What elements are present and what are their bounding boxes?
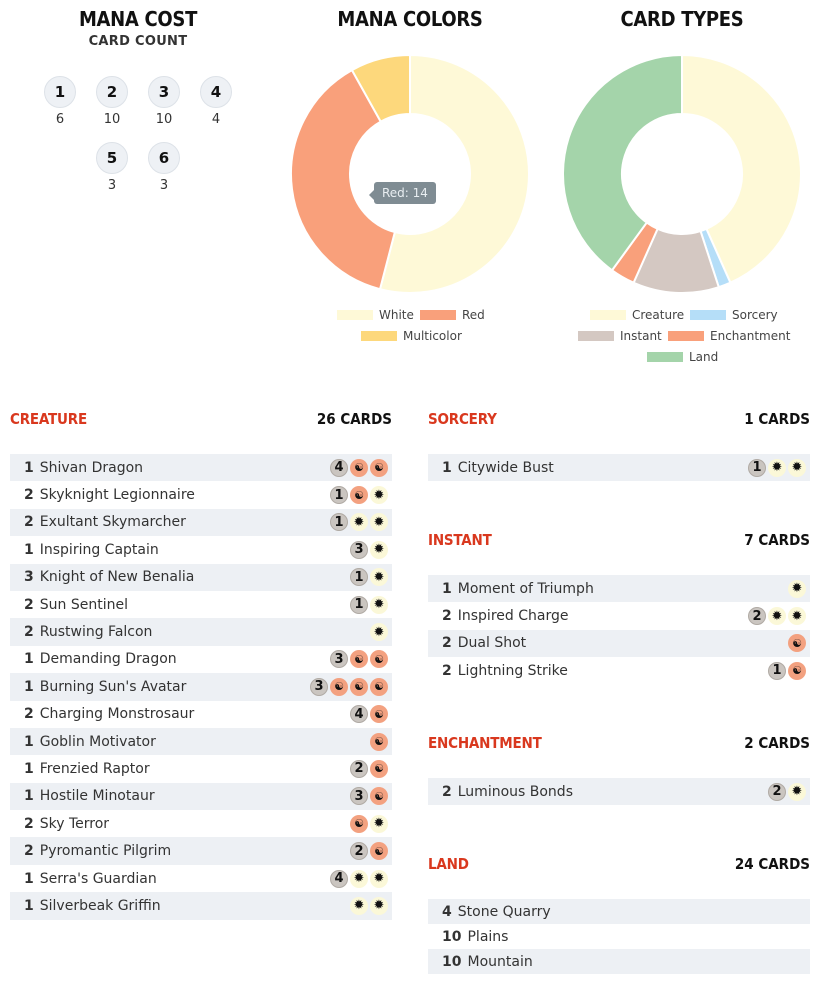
card-name[interactable]: Knight of New Benalia	[39, 569, 195, 586]
legend-item-instant[interactable]	[578, 329, 662, 343]
mana-colors-title: MANA COLORS	[337, 7, 483, 31]
mana-cost	[350, 760, 388, 778]
mana-colors-chart[interactable]	[290, 54, 530, 294]
mana-cost	[350, 815, 388, 833]
white-mana-icon: ✹	[788, 459, 806, 477]
red-mana-icon: ☯	[350, 815, 368, 833]
enchantment-section-header	[428, 734, 810, 752]
legend-item-enchantment[interactable]	[668, 329, 790, 343]
white-mana-icon: ✹	[788, 607, 806, 625]
mana-cost-value: 3	[148, 76, 180, 108]
chart-tooltip: Red: 14	[374, 182, 436, 204]
mana-cost	[370, 623, 388, 641]
white-mana-icon: ✹	[370, 513, 388, 531]
card-row[interactable]	[10, 509, 392, 536]
card-quantity: 1	[24, 788, 34, 805]
mana-cost-count: 3	[107, 178, 117, 193]
mana-cost	[788, 634, 806, 652]
white-mana-icon: ✹	[370, 870, 388, 888]
card-quantity: 10	[442, 953, 462, 970]
legend-label: Land	[689, 350, 719, 364]
card-name[interactable]: Rustwing Falcon	[39, 624, 153, 641]
card-name[interactable]: Exultant Skymarcher	[39, 514, 186, 531]
white-mana-icon: ✹	[370, 815, 388, 833]
card-name[interactable]: Stone Quarry	[457, 903, 551, 920]
card-quantity: 1	[24, 897, 34, 914]
mana-cost	[330, 650, 388, 668]
mana-cost	[330, 870, 388, 888]
section-title: ENCHANTMENT	[428, 734, 542, 752]
card-quantity: 2	[24, 514, 34, 531]
white-mana-icon: ✹	[768, 459, 786, 477]
section-count: 24 CARDS	[734, 855, 810, 873]
card-quantity: 4	[442, 903, 452, 920]
red-mana-icon: ☯	[370, 760, 388, 778]
card-quantity: 1	[24, 651, 34, 668]
card-count-subtitle: CARD COUNT	[88, 34, 188, 49]
legend-item-sorcery[interactable]	[690, 308, 778, 322]
creature-card-list	[10, 454, 392, 920]
red-mana-icon: ☯	[350, 459, 368, 477]
mana-cost-title: MANA COST	[78, 7, 198, 31]
mana-cost	[350, 596, 388, 614]
card-row[interactable]	[10, 591, 392, 618]
legend-item-land[interactable]	[647, 350, 718, 364]
red-mana-icon: ☯	[370, 678, 388, 696]
mana-cost-value: 1	[44, 76, 76, 108]
card-row[interactable]	[428, 575, 810, 602]
legend-label: Instant	[620, 329, 662, 343]
red-mana-icon: ☯	[788, 634, 806, 652]
card-row[interactable]	[428, 778, 810, 805]
mana-cost	[330, 459, 388, 477]
mana-cost-count: 3	[159, 178, 169, 193]
card-name[interactable]: Shivan Dragon	[39, 459, 144, 476]
card-row[interactable]	[10, 728, 392, 755]
card-row[interactable]	[10, 618, 392, 645]
card-row[interactable]	[10, 701, 392, 728]
card-row[interactable]	[10, 673, 392, 700]
mana-cost-value: 5	[96, 142, 128, 174]
card-name[interactable]: Silverbeak Griffin	[39, 897, 161, 914]
card-row[interactable]	[10, 783, 392, 810]
section-title: LAND	[428, 855, 469, 873]
card-quantity: 10	[442, 928, 462, 945]
mana-cost	[350, 705, 388, 723]
card-quantity: 2	[442, 608, 452, 625]
card-quantity: 2	[442, 662, 452, 679]
card-row[interactable]	[10, 646, 392, 673]
section-count: 2 CARDS	[744, 734, 810, 752]
section-count: 26 CARDS	[316, 410, 392, 428]
card-name[interactable]: Serra's Guardian	[39, 870, 157, 887]
section-title: CREATURE	[10, 410, 87, 428]
red-mana-icon: ☯	[350, 486, 368, 504]
generic-mana-icon: 1	[330, 513, 348, 531]
white-mana-icon: ✹	[768, 607, 786, 625]
mana-cost-item-3[interactable]	[146, 76, 182, 127]
card-name[interactable]: Sun Sentinel	[39, 596, 128, 613]
mana-cost	[350, 787, 388, 805]
card-quantity: 2	[24, 624, 34, 641]
red-mana-icon: ☯	[370, 705, 388, 723]
red-mana-icon: ☯	[350, 650, 368, 668]
mana-cost-item-6[interactable]	[146, 142, 182, 193]
mana-cost-count: 10	[103, 112, 121, 127]
card-quantity: 1	[442, 459, 452, 476]
card-name[interactable]: Frenzied Raptor	[39, 760, 150, 777]
instant-card-list	[428, 575, 810, 685]
legend-item-white[interactable]	[337, 308, 414, 322]
white-mana-icon: ✹	[370, 596, 388, 614]
card-quantity: 2	[24, 843, 34, 860]
mana-cost-count: 10	[155, 112, 173, 127]
card-row[interactable]	[428, 657, 810, 684]
card-name[interactable]: Inspired Charge	[457, 608, 569, 625]
card-row[interactable]	[10, 536, 392, 563]
legend-swatch	[578, 331, 614, 341]
mana-cost	[768, 783, 806, 801]
legend-swatch	[590, 310, 626, 320]
card-row[interactable]	[428, 630, 810, 657]
mana-cost-count: 4	[211, 112, 221, 127]
card-name[interactable]: Goblin Motivator	[39, 733, 156, 750]
card-quantity: 1	[24, 541, 34, 558]
card-row[interactable]	[10, 892, 392, 919]
red-mana-icon: ☯	[370, 842, 388, 860]
card-types-chart[interactable]	[562, 54, 802, 294]
legend-label: Sorcery	[732, 308, 778, 322]
mana-cost	[748, 459, 806, 477]
generic-mana-icon: 2	[350, 760, 368, 778]
section-count: 1 CARDS	[744, 410, 810, 428]
mana-cost	[788, 580, 806, 598]
card-name[interactable]: Plains	[467, 928, 509, 945]
mana-cost	[330, 513, 388, 531]
mana-cost	[768, 662, 806, 680]
card-quantity: 2	[24, 596, 34, 613]
legend-swatch	[337, 310, 373, 320]
white-mana-icon: ✹	[788, 580, 806, 598]
legend-item-red[interactable]	[420, 308, 485, 322]
card-quantity: 3	[24, 569, 34, 586]
card-row[interactable]	[10, 481, 392, 508]
legend-label: White	[379, 308, 414, 322]
mana-cost	[748, 607, 806, 625]
white-mana-icon: ✹	[370, 623, 388, 641]
legend-swatch	[361, 331, 397, 341]
mana-cost	[350, 541, 388, 559]
card-quantity: 2	[442, 783, 452, 800]
generic-mana-icon: 2	[768, 783, 786, 801]
generic-mana-icon: 1	[768, 662, 786, 680]
card-quantity: 1	[24, 733, 34, 750]
card-name[interactable]: Demanding Dragon	[39, 651, 177, 668]
enchantment-card-list	[428, 778, 810, 805]
card-quantity: 2	[24, 706, 34, 723]
white-mana-icon: ✹	[350, 897, 368, 915]
mana-cost	[370, 733, 388, 751]
generic-mana-icon: 4	[350, 705, 368, 723]
mana-cost-count: 6	[55, 112, 65, 127]
generic-mana-icon: 1	[350, 568, 368, 586]
mana-cost-value: 6	[148, 142, 180, 174]
white-mana-icon: ✹	[788, 783, 806, 801]
land-section-header	[428, 855, 810, 873]
card-row[interactable]	[428, 602, 810, 629]
red-mana-icon: ☯	[370, 650, 388, 668]
sorcery-card-list	[428, 454, 810, 481]
generic-mana-icon: 1	[748, 459, 766, 477]
card-quantity: 2	[442, 635, 452, 652]
legend-item-multicolor[interactable]	[361, 329, 462, 343]
white-mana-icon: ✹	[350, 513, 368, 531]
generic-mana-icon: 1	[330, 486, 348, 504]
card-quantity: 2	[24, 487, 34, 504]
white-mana-icon: ✹	[370, 486, 388, 504]
card-types-title: CARD TYPES	[620, 7, 744, 31]
section-count: 7 CARDS	[744, 531, 810, 549]
mana-cost-value: 4	[200, 76, 232, 108]
red-mana-icon: ☯	[370, 459, 388, 477]
mana-cost-item-1[interactable]	[42, 76, 78, 127]
white-mana-icon: ✹	[370, 568, 388, 586]
legend-item-creature[interactable]	[590, 308, 684, 322]
mana-cost	[350, 842, 388, 860]
red-mana-icon: ☯	[370, 787, 388, 805]
card-row[interactable]	[10, 755, 392, 782]
legend-swatch	[690, 310, 726, 320]
red-mana-icon: ☯	[350, 678, 368, 696]
section-title: INSTANT	[428, 531, 492, 549]
generic-mana-icon: 2	[350, 842, 368, 860]
card-name[interactable]: Inspiring Captain	[39, 541, 159, 558]
legend-swatch	[420, 310, 456, 320]
legend-label: Creature	[632, 308, 685, 322]
card-row[interactable]	[428, 924, 810, 949]
legend-swatch	[647, 352, 683, 362]
creature-section-header	[10, 410, 392, 428]
generic-mana-icon: 4	[330, 870, 348, 888]
card-types-donut[interactable]	[562, 54, 802, 294]
card-row[interactable]	[10, 454, 392, 481]
card-quantity: 1	[24, 459, 34, 476]
legend-swatch	[668, 331, 704, 341]
card-quantity: 1	[24, 760, 34, 777]
card-name[interactable]: Mountain	[467, 953, 533, 970]
card-name[interactable]: Lightning Strike	[457, 662, 568, 679]
white-mana-icon: ✹	[370, 897, 388, 915]
mana-cost	[350, 568, 388, 586]
card-name[interactable]: Sky Terror	[39, 815, 110, 832]
legend-label: Enchantment	[710, 329, 791, 343]
mana-colors-donut[interactable]	[290, 54, 530, 294]
white-mana-icon: ✹	[350, 870, 368, 888]
card-row[interactable]	[428, 949, 810, 974]
card-name[interactable]: Citywide Bust	[457, 459, 554, 476]
mana-cost-item-5[interactable]	[94, 142, 130, 193]
card-quantity: 1	[24, 870, 34, 887]
generic-mana-icon: 3	[350, 541, 368, 559]
mana-cost-item-4[interactable]	[198, 76, 234, 127]
card-name[interactable]: Charging Monstrosaur	[39, 706, 195, 723]
card-name[interactable]: Hostile Minotaur	[39, 788, 155, 805]
legend-label: Multicolor	[403, 329, 462, 343]
card-row[interactable]	[428, 899, 810, 924]
legend-label: Red	[462, 308, 485, 322]
card-quantity: 1	[24, 678, 34, 695]
generic-mana-icon: 2	[748, 607, 766, 625]
card-row[interactable]	[428, 454, 810, 481]
section-title: SORCERY	[428, 410, 497, 428]
land-card-list	[428, 899, 810, 974]
sorcery-section-header	[428, 410, 810, 428]
card-row[interactable]	[10, 865, 392, 892]
instant-section-header	[428, 531, 810, 549]
card-quantity: 2	[24, 815, 34, 832]
generic-mana-icon: 3	[330, 650, 348, 668]
mana-cost-item-2[interactable]	[94, 76, 130, 127]
red-mana-icon: ☯	[788, 662, 806, 680]
generic-mana-icon: 4	[330, 459, 348, 477]
card-row[interactable]	[10, 564, 392, 591]
mana-cost	[330, 486, 388, 504]
mana-cost-value: 2	[96, 76, 128, 108]
mana-cost	[350, 897, 388, 915]
card-name[interactable]: Pyromantic Pilgrim	[39, 843, 172, 860]
red-mana-icon: ☯	[370, 733, 388, 751]
card-name[interactable]: Skyknight Legionnaire	[39, 487, 195, 504]
mana-cost	[310, 678, 388, 696]
card-row[interactable]	[10, 837, 392, 864]
card-name[interactable]: Dual Shot	[457, 635, 527, 652]
card-name[interactable]: Moment of Triumph	[457, 580, 594, 597]
red-mana-icon: ☯	[330, 678, 348, 696]
white-mana-icon: ✹	[370, 541, 388, 559]
card-row[interactable]	[10, 810, 392, 837]
generic-mana-icon: 3	[350, 787, 368, 805]
card-name[interactable]: Luminous Bonds	[457, 783, 573, 800]
generic-mana-icon: 3	[310, 678, 328, 696]
generic-mana-icon: 1	[350, 596, 368, 614]
card-name[interactable]: Burning Sun's Avatar	[39, 678, 187, 695]
card-quantity: 1	[442, 580, 452, 597]
